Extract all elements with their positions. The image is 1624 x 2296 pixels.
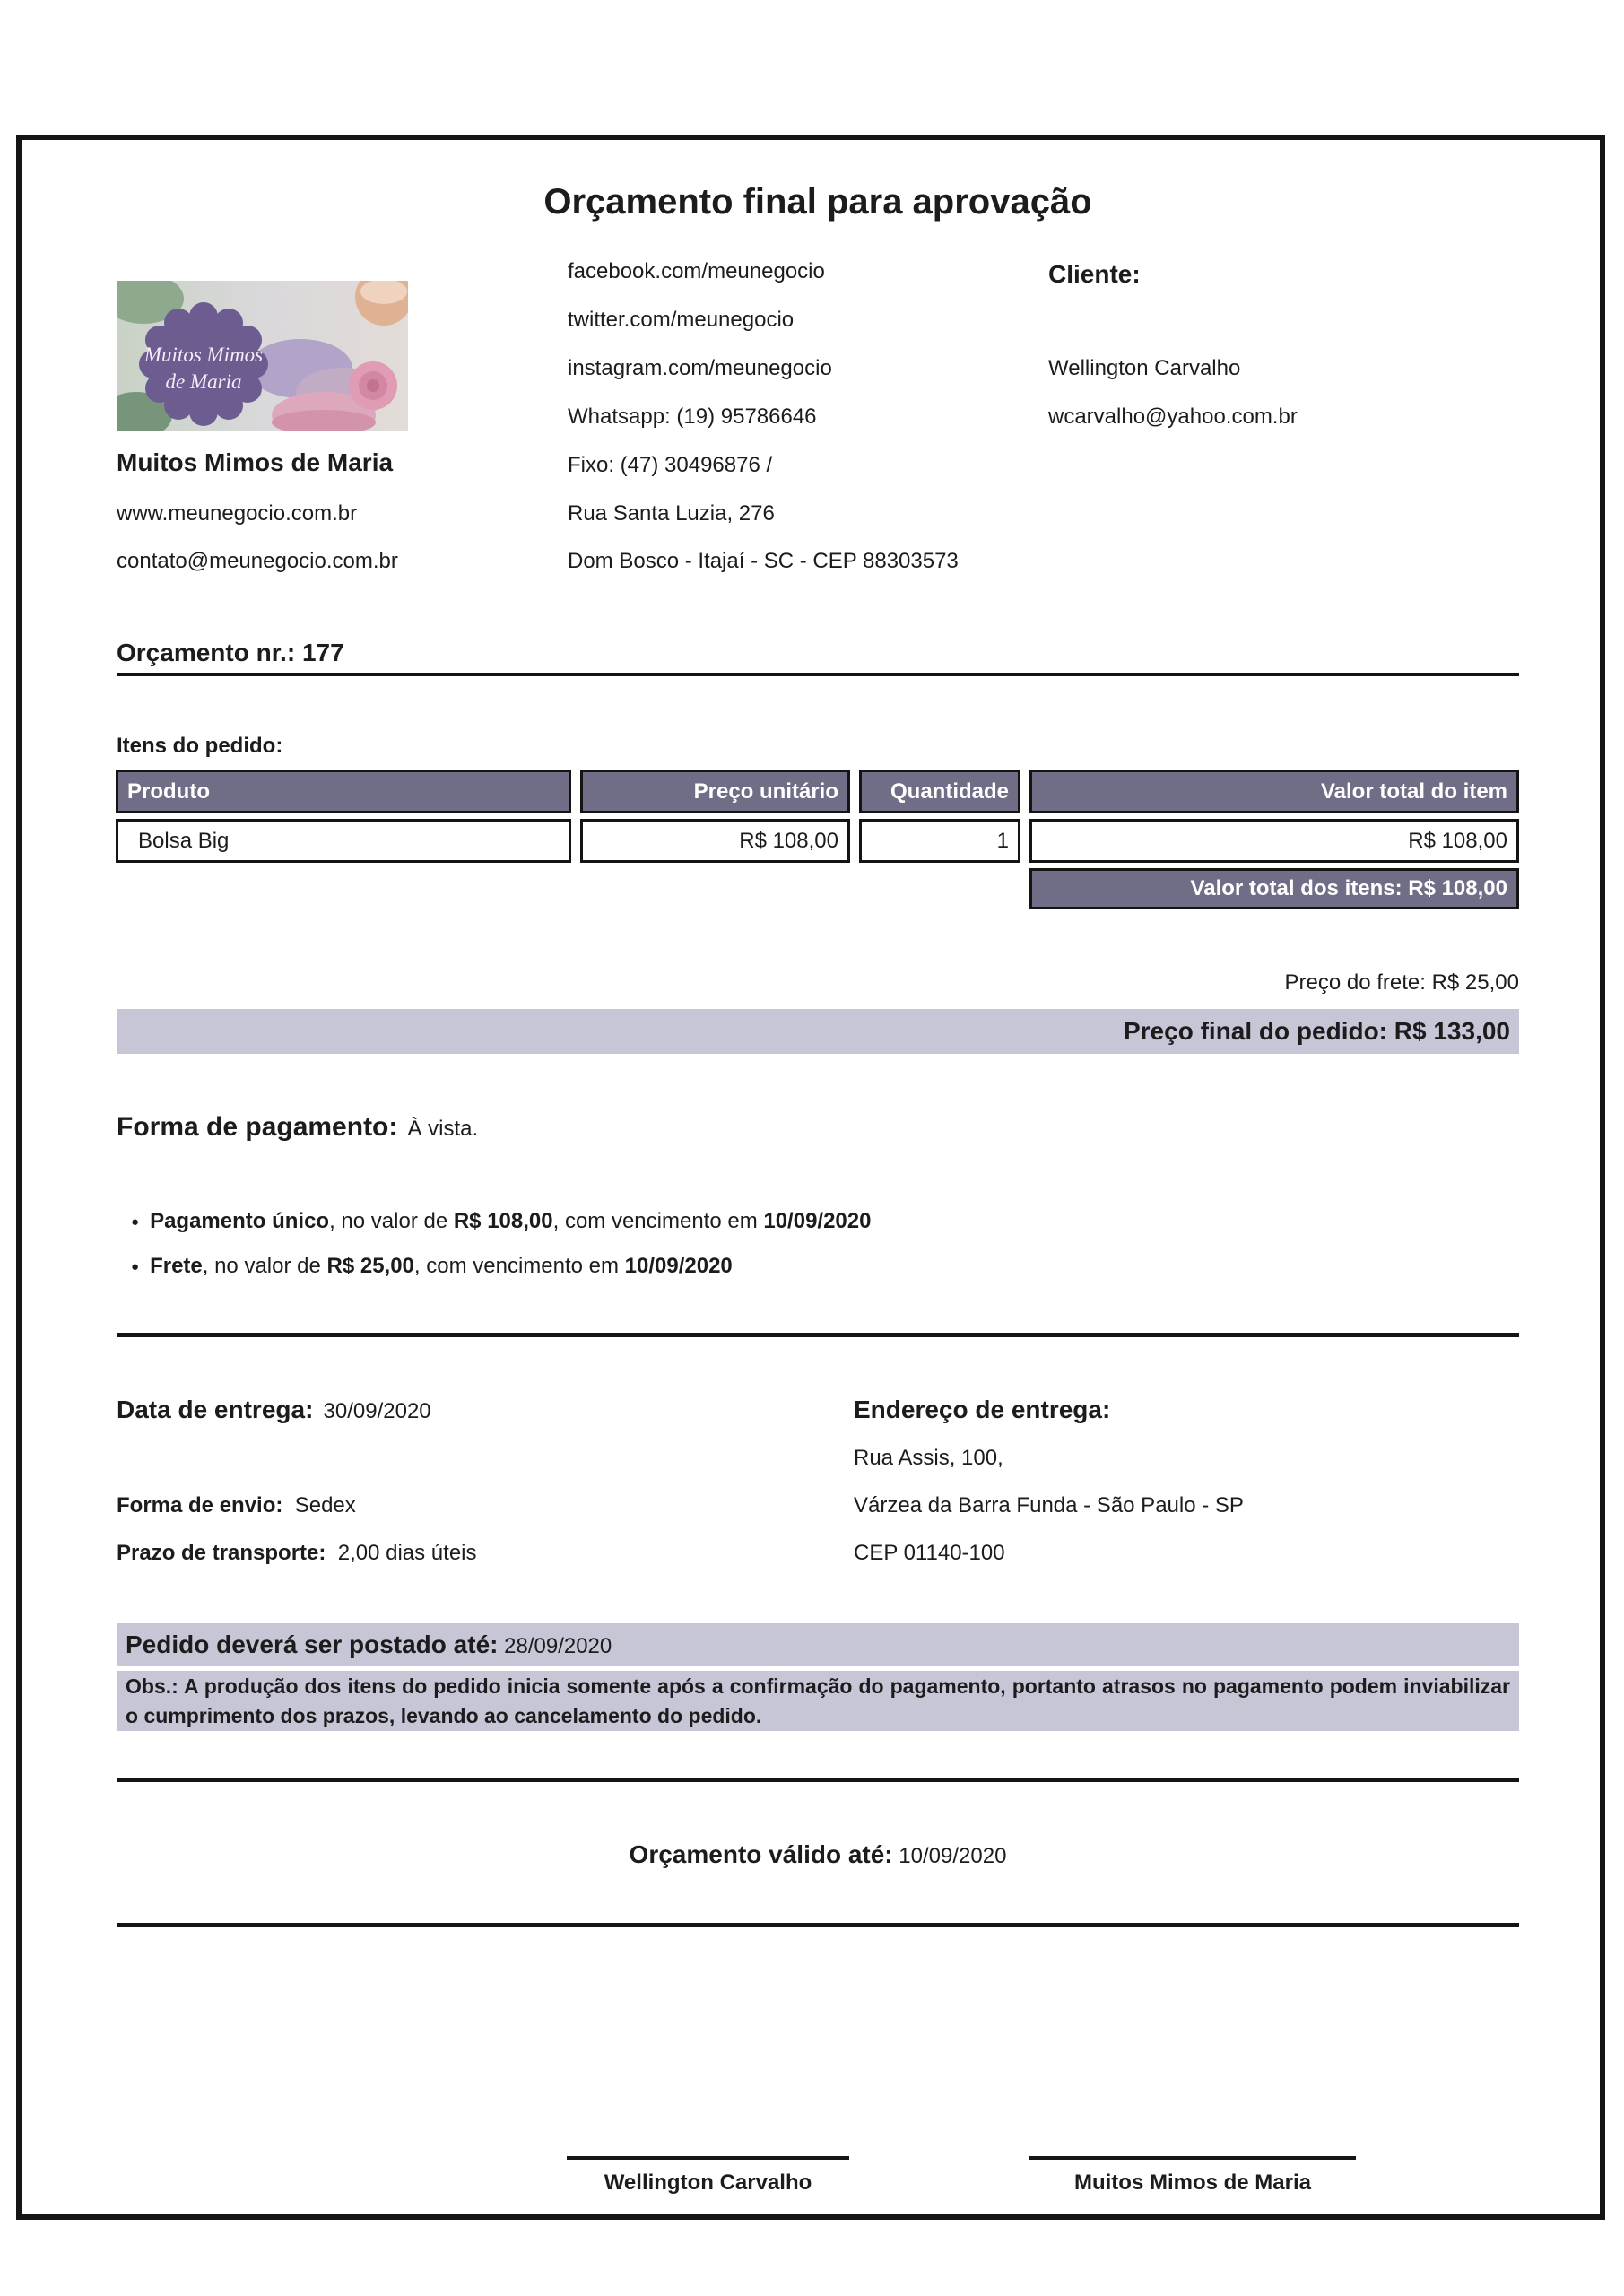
delivery-address-line3: CEP 01140-100 — [854, 1541, 1005, 1565]
final-price-bar: Preço final do pedido: R$ 133,00 — [117, 1009, 1519, 1054]
transport-time: Prazo de transporte: 2,00 dias úteis — [117, 1541, 477, 1565]
client-signature-name: Wellington Carvalho — [604, 2170, 812, 2195]
contact-instagram: instagram.com/meunegocio — [568, 356, 832, 380]
items-label: Itens do pedido: — [117, 734, 283, 758]
contact-facebook: facebook.com/meunegocio — [568, 259, 825, 283]
divider-rule — [117, 673, 1519, 676]
payment-method: À vista. — [407, 1117, 479, 1141]
company-email: contato@meunegocio.com.br — [117, 549, 398, 573]
document-frame — [16, 135, 1605, 2220]
delivery-address-heading: Endereço de entrega: — [854, 1396, 1111, 1423]
table-cell-unit-price: R$ 108,00 — [580, 819, 850, 863]
payment-heading — [117, 1112, 478, 1143]
contact-phone: Fixo: (47) 30496876 / — [568, 453, 773, 477]
payment-item: ● Frete, no valor de R$ 25,00, com vencimento em 10/09/2020 — [131, 1254, 1519, 1279]
shipping-method: Forma de envio: Sedex — [117, 1493, 356, 1518]
payment-item: ● Pagamento único, no valor de R$ 108,00, com vencimento em 10/09/2020 — [131, 1209, 1519, 1234]
items-total-bar: Valor total dos itens: R$ 108,00 — [1029, 868, 1519, 909]
divider-rule — [117, 1778, 1519, 1782]
company-signature-name: Muitos Mimos de Maria — [1073, 2170, 1312, 2195]
order-number: Orçamento nr.: 177 — [117, 639, 344, 666]
delivery-address-line2: Várzea da Barra Funda - São Paulo - SP — [854, 1493, 1244, 1518]
delivery-address-line1: Rua Assis, 100, — [854, 1446, 1003, 1470]
freight-price: Preço do frete: R$ 25,00 — [1284, 970, 1519, 995]
table-header-quantity: Quantidade — [859, 770, 1020, 813]
company-website: www.meunegocio.com.br — [117, 501, 358, 526]
post-by-bar: Pedido deverá ser postado até: 28/09/2020 — [117, 1623, 1519, 1666]
table-header-item-total: Valor total do item — [1029, 770, 1519, 813]
divider-rule — [117, 1333, 1519, 1337]
table-cell-quantity: 1 — [859, 819, 1020, 863]
page-title: Orçamento final para aprovação — [543, 182, 1092, 222]
company-address-line2: Dom Bosco - Itajaí - SC - CEP 88303573 — [568, 549, 959, 573]
client-name: Wellington Carvalho — [1048, 356, 1241, 380]
contact-twitter: twitter.com/meunegocio — [568, 308, 795, 332]
client-signature-line — [567, 2156, 849, 2160]
table-header-unit-price: Preço unitário — [580, 770, 850, 813]
delivery-date: Data de entrega: 30/09/2020 — [117, 1396, 431, 1423]
contact-whatsapp: Whatsapp: (19) 95786646 — [568, 404, 817, 429]
payment-label: Forma de pagamento: — [117, 1112, 398, 1142]
client-email: wcarvalho@yahoo.com.br — [1048, 404, 1298, 429]
table-header-product: Produto — [116, 770, 571, 813]
table-cell-product: Bolsa Big — [116, 819, 571, 863]
company-signature-line — [1029, 2156, 1356, 2160]
logo-text-line1: Muitos Mimos — [143, 344, 264, 366]
client-heading: Cliente: — [1048, 260, 1141, 288]
table-cell-item-total: R$ 108,00 — [1029, 819, 1519, 863]
divider-rule — [117, 1923, 1519, 1927]
company-name: Muitos Mimos de Maria — [117, 448, 394, 476]
note-bar: Obs.: A produção dos itens do pedido inicia somente após a confirmação do pagamento, portanto atrasos no pagamento podem inviabilizar o cumprimento dos prazos, levando ao cancelamento do pedido. — [117, 1671, 1519, 1731]
logo-text-line2: de Maria — [165, 370, 242, 393]
company-logo-image — [117, 281, 408, 430]
validity-line: Orçamento válido até: 10/09/2020 — [629, 1840, 1007, 1868]
company-address-line1: Rua Santa Luzia, 276 — [568, 501, 775, 526]
